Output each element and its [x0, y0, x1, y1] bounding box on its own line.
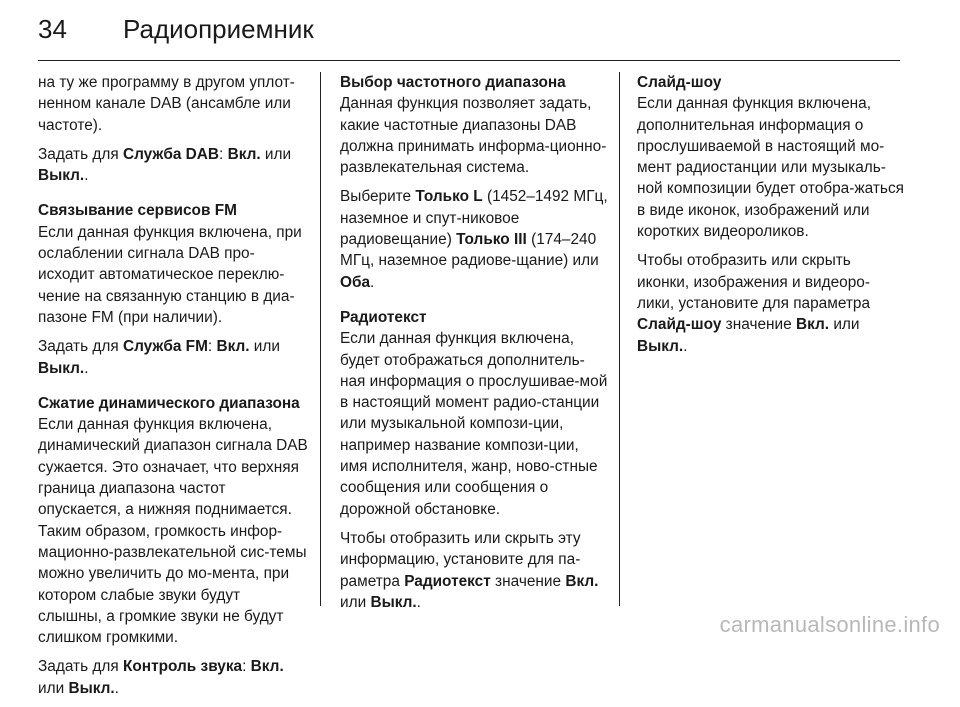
- setting-radiotext: Чтобы отобразить или скрыть эту информацию, установите для па-раметра Радиотекст значение Вкл. или Выкл..: [340, 529, 599, 611]
- column-2: [340, 72, 610, 621]
- setting-dab: Задать для Служба DAB: Вкл. или Выкл..: [38, 145, 292, 185]
- section-heading: Выбор частотного диапазона: [340, 74, 566, 91]
- section-slideshow: Слайд-шоу Если данная функция включена, дополнительная информация о прослушиваемой в настоящий мо-мент радиостанции или музыкаль-ной композиции будет отобра-жаться в виде иконок, изображений или коротких видеороликов.: [637, 72, 907, 242]
- paragraph: на ту же программу в другом уплот-ненном канале DAB (ансамбле или частоте).: [38, 74, 295, 134]
- section-heading: Сжатие динамического диапазона: [38, 394, 300, 412]
- page-header: [38, 14, 314, 54]
- column-3: [637, 72, 907, 365]
- band-select: Выберите Только L (1452–1492 МГц, наземное и спут-никовое радиовещание) Только III (174–240 МГц, наземное радиове-щание) или Оба.: [340, 188, 608, 291]
- section-heading: Слайд-шоу: [637, 74, 722, 91]
- setting-fm: Задать для Служба FM: Вкл. или Выкл..: [38, 338, 280, 377]
- column-divider-1: [320, 72, 321, 606]
- section-heading: Связывание сервисов FM: [38, 202, 237, 220]
- setting-slideshow: Чтобы отобразить или скрыть иконки, изображения и видеоро-лики, установите для параметра Слайд-шоу значение Вкл. или Выкл..: [637, 252, 871, 355]
- section-drc: Сжатие динамического диапазона Если данная функция включена, динамический диапазон сигнала DAB сужается. Это означает, что верхняя граница диапазона частот опускается, а нижняя поднимается. Таким образом, громкость инфор-мационно-развлекательной сис-темы можно увеличить до мо-мента, при котором слабые звуки будут слышны, а громкие звуки не будут слишком громкими.: [38, 394, 308, 647]
- setting-drc: Задать для Контроль звука: Вкл. или Выкл..: [38, 658, 284, 697]
- section-heading: Радиотекст: [340, 308, 427, 326]
- section-band: Выбор частотного диапазона Данная функция позволяет задать, какие частотные диапазоны DAB должна принимать информа-ционно-развлекательная система.: [340, 72, 610, 178]
- column-1: [38, 72, 308, 707]
- column-divider-2: [619, 72, 620, 606]
- section-fm: Связывание сервисов FM Если данная функция включена, при ослаблении сигнала DAB про-исходит автоматическое переклю-чение на связанную станцию в диа-пазоне FM (при наличии).: [38, 200, 308, 328]
- page-number: 34: [38, 14, 67, 44]
- section-radiotext: Радиотекст Если данная функция включена, будет отображаться дополнитель-ная информация о прослушивае-мой в настоящий момент радио-станции или музыкальной компози-ции, например название компози-ции, имя исполнителя, жанр, ново-стные сообщения или сообщения о дорожной обстановке.: [340, 307, 610, 520]
- watermark: carmanualsonline.info: [719, 612, 940, 637]
- header-rule: [38, 60, 900, 61]
- page-title: Радиоприемник: [123, 14, 314, 44]
